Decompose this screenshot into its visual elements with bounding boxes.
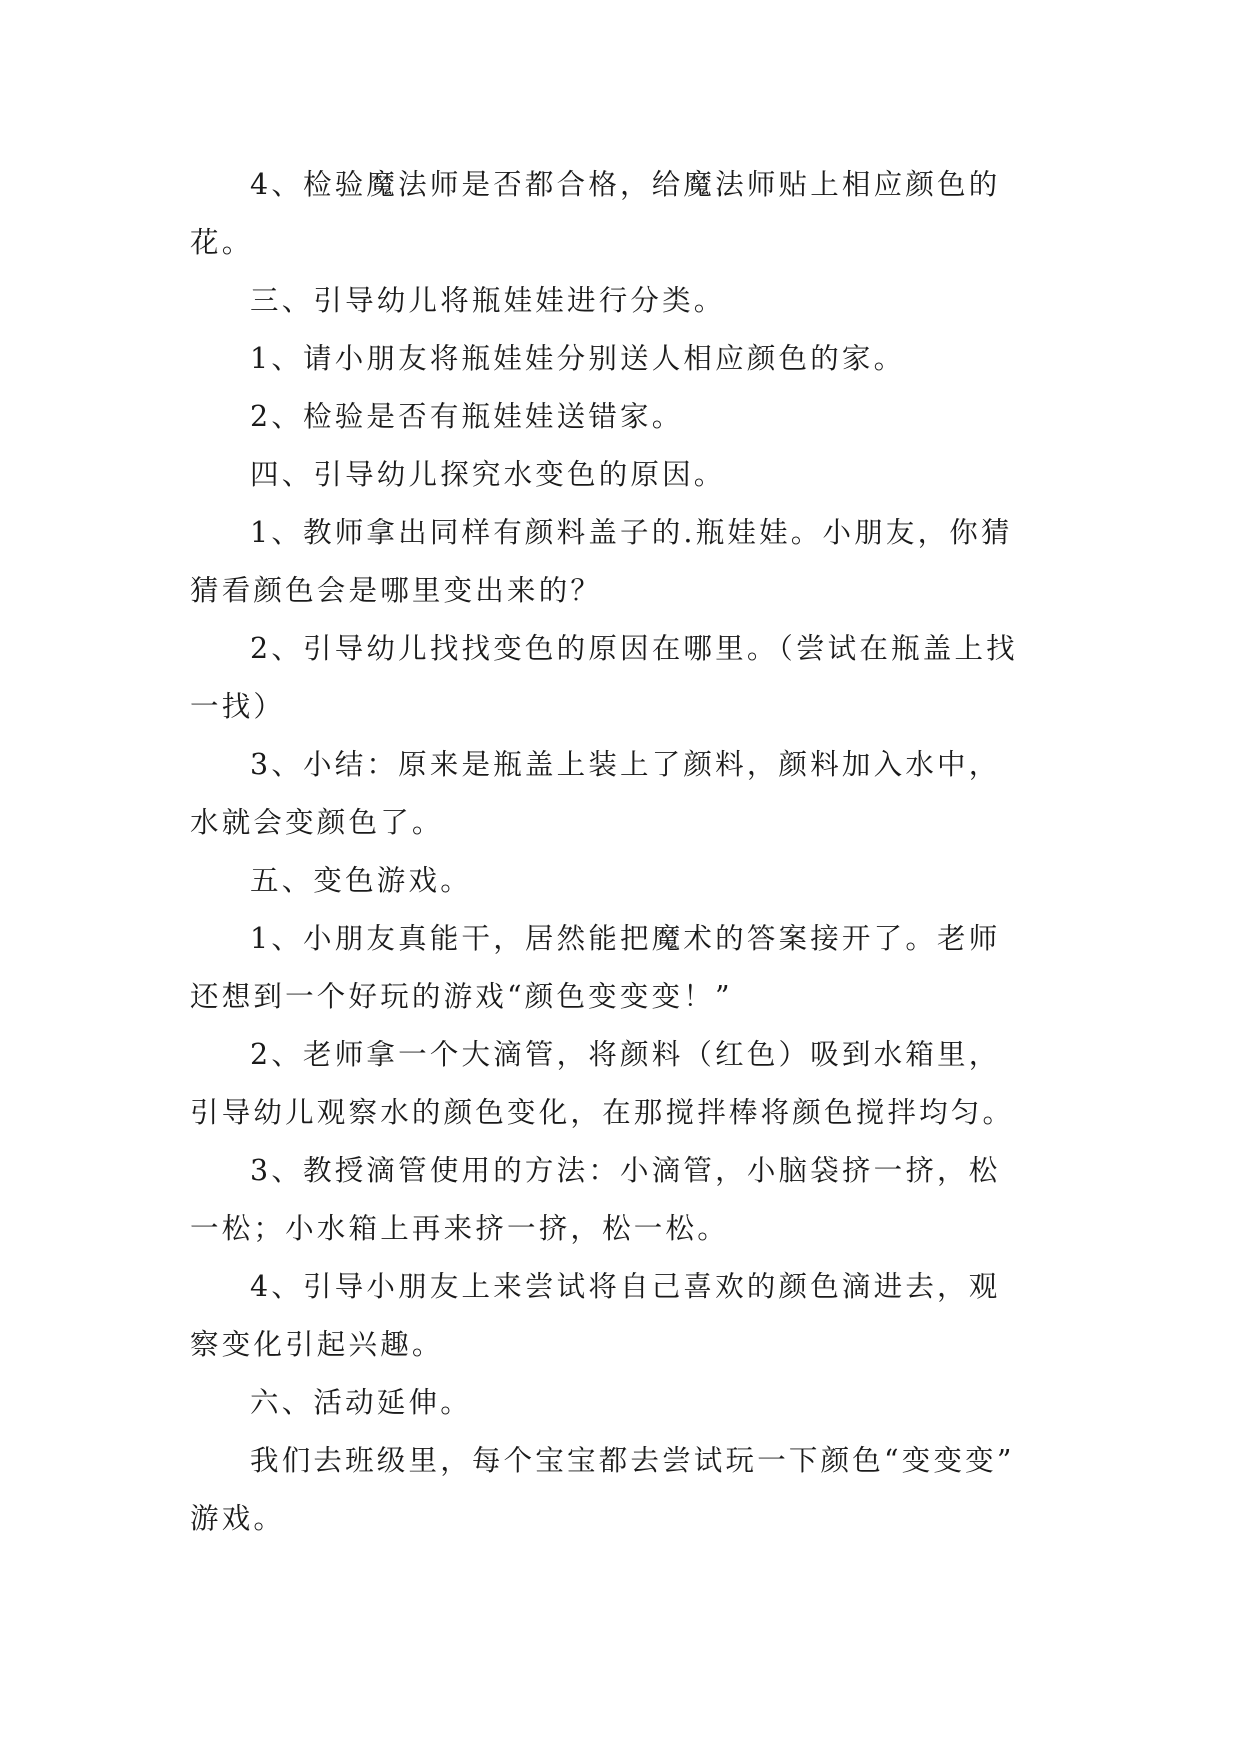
paragraph-line: 游戏。 <box>190 1502 286 1535</box>
paragraph-line: 1、小朋友真能干，居然能把魔术的答案接开了。老师 <box>250 922 1001 955</box>
paragraph-line: 我们去班级里，每个宝宝都去尝试玩一下颜色“变变变” <box>250 1444 1015 1477</box>
paragraph-line: 水就会变颜色了。 <box>190 806 444 839</box>
section-heading: 四、引导幼儿探究水变色的原因。 <box>250 458 726 491</box>
paragraph-line: 引导幼儿观察水的颜色变化，在那搅拌棒将颜色搅拌均匀。 <box>190 1096 1015 1129</box>
paragraph-line: 花。 <box>190 226 254 259</box>
paragraph-line: 察变化引起兴趣。 <box>190 1328 444 1361</box>
paragraph-line: 3、教授滴管使用的方法：小滴管，小脑袋挤一挤，松 <box>250 1154 1001 1187</box>
paragraph-line: 还想到一个好玩的游戏“颜色变变变！” <box>190 980 733 1013</box>
paragraph-line: 1、请小朋友将瓶娃娃分别送人相应颜色的家。 <box>250 342 906 375</box>
paragraph-line: 4、引导小朋友上来尝试将自己喜欢的颜色滴进去，观 <box>250 1270 1001 1303</box>
section-heading: 六、活动延伸。 <box>250 1386 472 1419</box>
paragraph-line: 一松；小水箱上再来挤一挤，松一松。 <box>190 1212 729 1245</box>
paragraph-line: 3、小结：原来是瓶盖上装上了颜料，颜料加入水中， <box>250 748 1001 781</box>
paragraph-line: 2、检验是否有瓶娃娃送错家。 <box>250 400 684 433</box>
paragraph-line: 猜看颜色会是哪里变出来的？ <box>190 574 603 607</box>
paragraph-line: 2、引导幼儿找找变色的原因在哪里。（尝试在瓶盖上找 <box>250 632 1018 665</box>
section-heading: 五、变色游戏。 <box>250 864 472 897</box>
section-heading: 三、引导幼儿将瓶娃娃进行分类。 <box>250 284 726 317</box>
paragraph-line: 1、教师拿出同样有颜料盖子的.瓶娃娃。小朋友，你猜 <box>250 516 1013 549</box>
paragraph-line: 2、老师拿一个大滴管，将颜料（红色）吸到水箱里， <box>250 1038 1001 1071</box>
paragraph-line: 一找） <box>190 690 286 723</box>
paragraph-line: 4、检验魔法师是否都合格，给魔法师贴上相应颜色的 <box>250 168 1001 201</box>
